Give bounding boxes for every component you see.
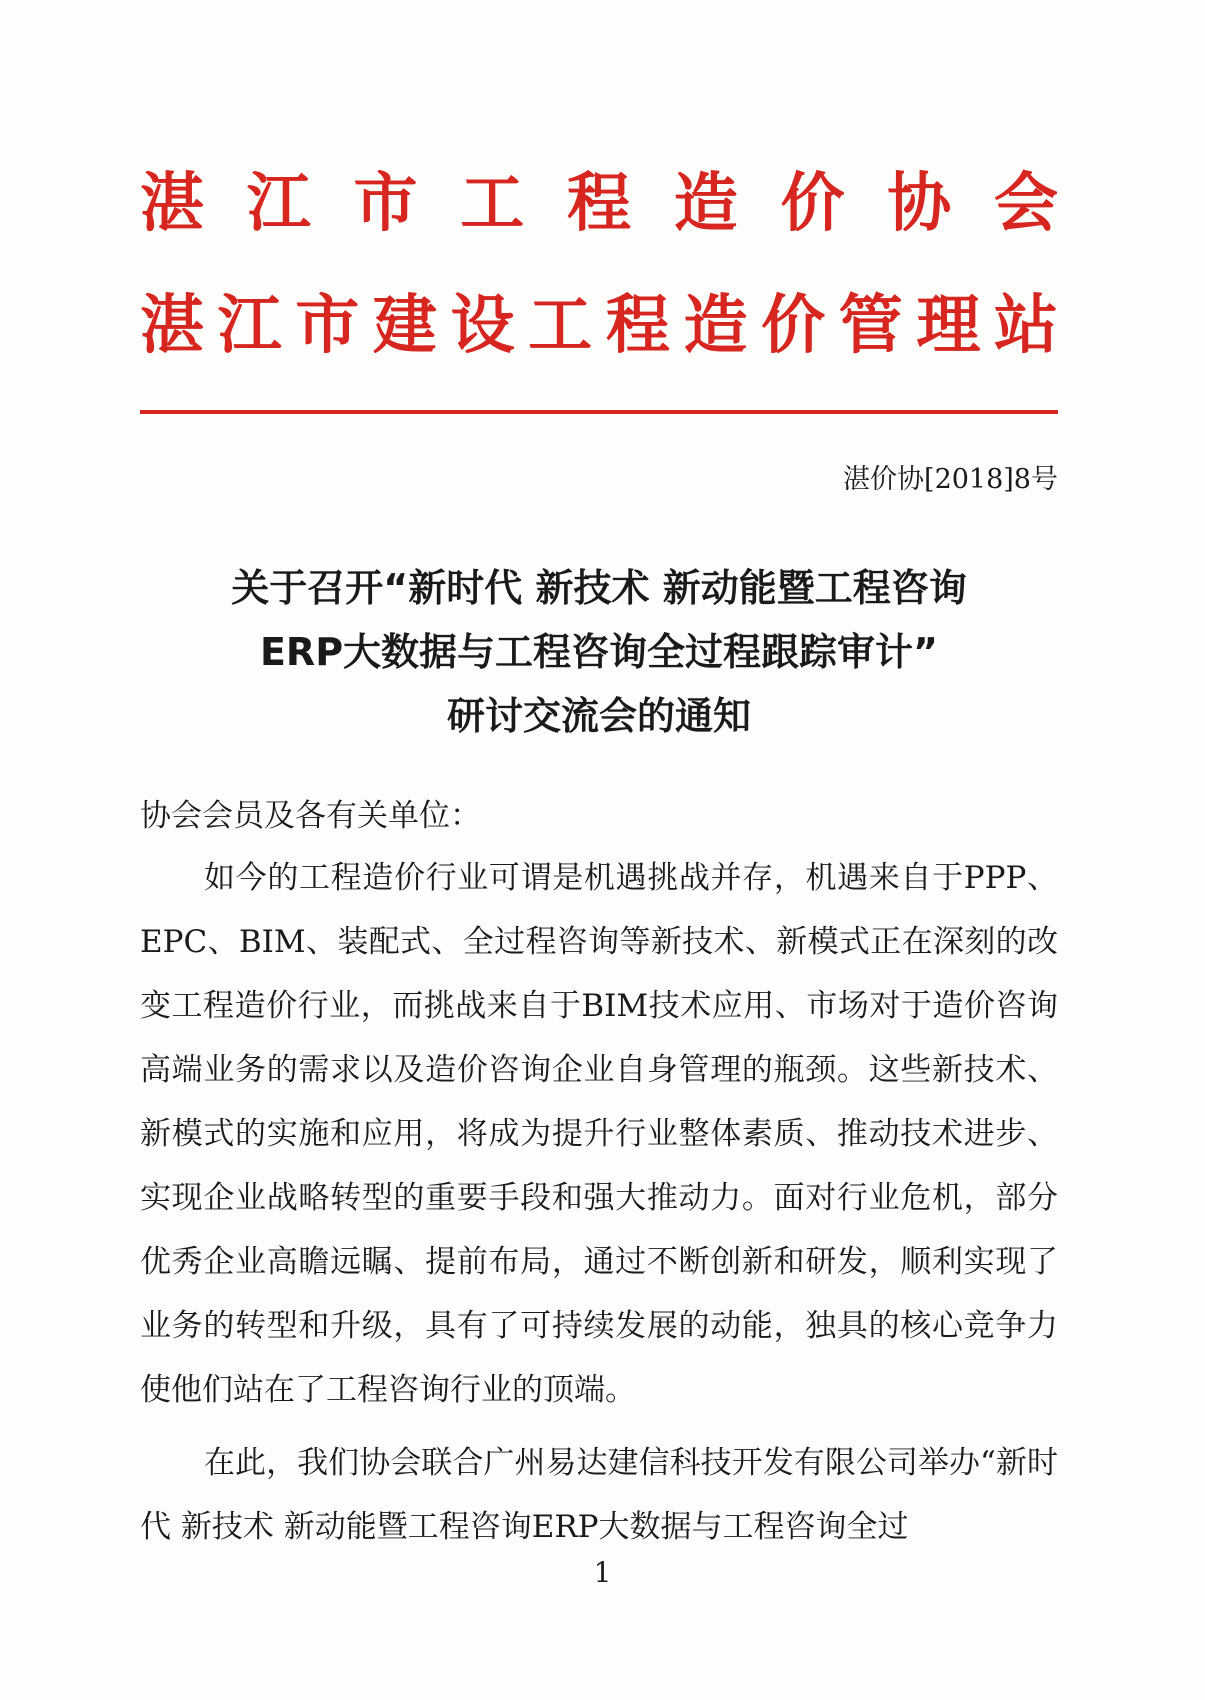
page-number: 1 [593,1556,612,1589]
body-paragraph: 如今的工程造价行业可谓是机遇挑战并存，机遇来自于PPP、EPC、BIM、装配式、全过程咨询等新技术、新模式正在深刻的改变工程造价行业，而挑战来自于BIM技术应用、市场对于造价咨询高端业务的需求以及造价咨询企业自身管理的瓶颈。这些新技术、新模式的实施和应用，将成为提升行业整体素质、推动技术进步、实现企业战略转型的重要手段和强大推动力。面对行业危机，部分优秀企业高瞻远瞩、提前布局，通过不断创新和研发，顺利实现了业务的转型和升级，具有了可持续发展的动能，独具的核心竞争力使他们站在了工程咨询行业的顶端。 [140,860,1058,1408]
letterhead-station-name: 湛江市建设工程造价管理站 [140,289,1058,363]
letterhead-association-name: 湛江市工程造价协会 [140,167,1058,241]
salutation: 协会会员及各有关单位： [140,798,481,834]
notice-title-line-2: ERP大数据与工程咨询全过程跟踪审计” [259,630,939,674]
letterhead-divider [140,410,1058,414]
document-number: 湛价协[2018]8号 [843,464,1058,495]
body-paragraph: 在此，我们协会联合广州易达建信科技开发有限公司举办“新时代 新技术 新动能暨工程咨询ERP大数据与工程咨询全过 [140,1445,1058,1545]
notice-title-line-1: 关于召开“新时代 新技术 新动能暨工程咨询 [231,566,967,610]
notice-title-line-3: 研讨交流会的通知 [446,694,751,738]
